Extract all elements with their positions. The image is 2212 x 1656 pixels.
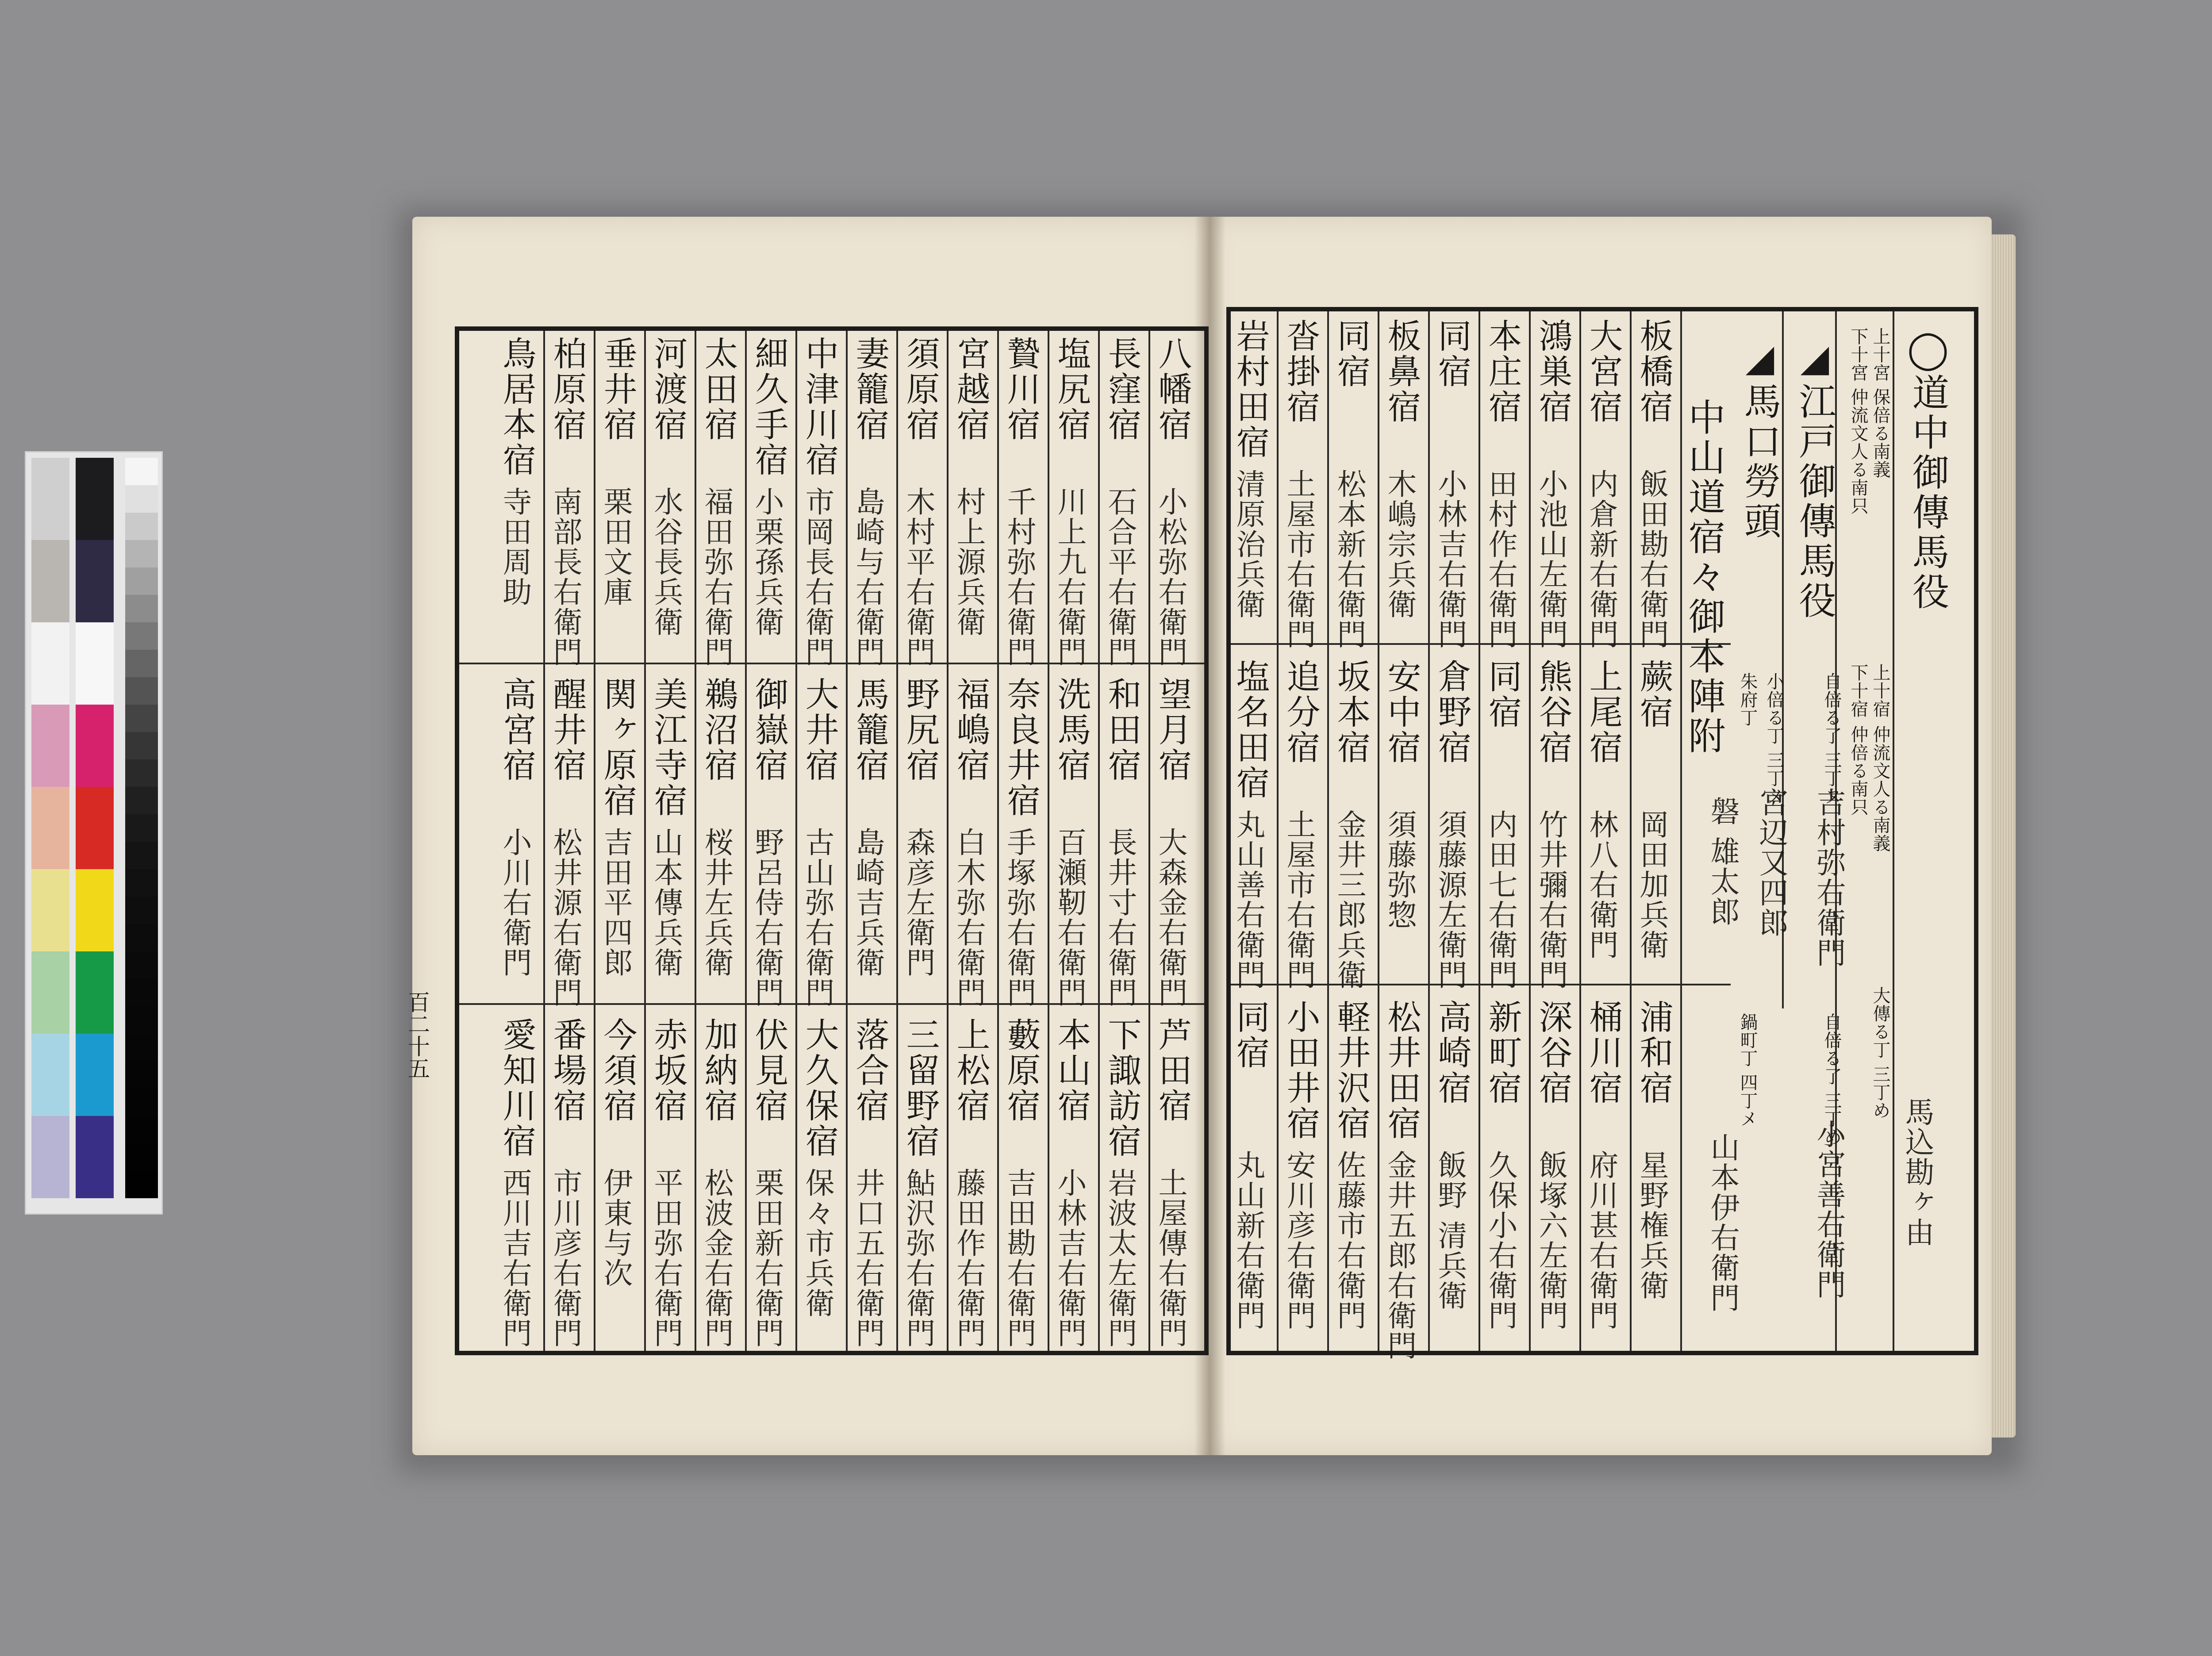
station-name: 新町宿 <box>1483 1000 1522 1106</box>
official-name: 馬込勘ヶ由 <box>1900 1097 1934 1247</box>
station-name: 美江寺宿 <box>649 677 688 818</box>
honjin-keeper: 丸山善右衛門 <box>1231 809 1265 990</box>
title-note: 鍋町丁 四丁メ <box>1737 1013 1758 1128</box>
station-name: 本庄宿 <box>1483 318 1522 425</box>
station-name: 浦和宿 <box>1634 1000 1674 1106</box>
honjin-keeper: 西川吉右衛門 <box>498 1168 532 1348</box>
honjin-keeper: 岡田加兵衛 <box>1635 809 1669 960</box>
station-name: 本山宿 <box>1052 1017 1091 1123</box>
honjin-keeper: 森彦左衛門 <box>901 827 935 978</box>
station-name: 洗馬宿 <box>1052 677 1091 783</box>
official-name: 山本伊右衛門 <box>1705 1132 1740 1313</box>
heading-note: 上十宮 保倍る南義 <box>1870 327 1890 479</box>
honjin-keeper: 松本新右衛門 <box>1332 469 1366 649</box>
station-name: 同宿 <box>1483 659 1522 730</box>
heading-note: 仲倍る南只 <box>1848 725 1868 816</box>
honjin-keeper: 桜井左兵衛 <box>699 827 733 978</box>
station-name: 蕨宿 <box>1634 659 1674 730</box>
heading-note: 仲流文人る南義 <box>1870 725 1890 852</box>
honjin-keeper: 安川彦右衛門 <box>1282 1150 1316 1330</box>
honjin-keeper: 竹井彌右衛門 <box>1534 809 1568 990</box>
honjin-keeper: 千村弥右衛門 <box>1002 487 1036 667</box>
honjin-keeper: 丸山新右衛門 <box>1231 1150 1265 1330</box>
honjin-keeper: 野呂侍右衛門 <box>750 827 784 1008</box>
honjin-keeper: 栗田新右衛門 <box>750 1168 784 1348</box>
honjin-keeper: 飯塚六左衛門 <box>1534 1150 1568 1330</box>
station-name: 贄川宿 <box>1002 336 1041 442</box>
station-name: 板鼻宿 <box>1382 318 1421 425</box>
honjin-keeper: 松波金右衛門 <box>699 1168 733 1348</box>
station-name: 高宮宿 <box>497 677 537 783</box>
station-name: 宮越宿 <box>951 336 991 442</box>
station-name: 下諏訪宿 <box>1102 1017 1142 1159</box>
honjin-keeper: 岩波太左衛門 <box>1103 1168 1137 1348</box>
station-name: 今須宿 <box>598 1017 637 1123</box>
station-name: 細久手宿 <box>749 336 789 478</box>
heading-dochu-denmayaku: ◯道中御傳馬役 <box>1906 327 1950 612</box>
station-name: 落合宿 <box>850 1017 890 1123</box>
official-name: 宮辺又四郎 <box>1754 787 1788 938</box>
station-name: 八幡宿 <box>1153 336 1192 442</box>
honjin-keeper: 井口五右衛門 <box>851 1168 885 1348</box>
station-name: 安中宿 <box>1382 659 1421 765</box>
honjin-keeper: 松井源右衛門 <box>548 827 582 1008</box>
honjin-keeper: 小栗孫兵衛 <box>750 487 784 637</box>
honjin-keeper: 飯田勘右衛門 <box>1635 469 1669 649</box>
honjin-keeper: 島崎与右衛門 <box>851 487 885 667</box>
edo-note: 自倍る了 三丁ヌ <box>1821 672 1842 805</box>
station-name: 熊谷宿 <box>1533 659 1573 765</box>
station-name: 馬籠宿 <box>850 677 890 783</box>
station-name: 軽井沢宿 <box>1332 1000 1371 1141</box>
station-name: 倉野宿 <box>1432 659 1472 765</box>
station-name: 松井田宿 <box>1382 1000 1421 1141</box>
honjin-keeper: 木村平右衛門 <box>901 487 935 667</box>
station-name: 須原宿 <box>901 336 940 442</box>
station-name: 妻籠宿 <box>850 336 890 442</box>
honjin-keeper: 平田弥右衛門 <box>649 1168 683 1348</box>
station-name: 坂本宿 <box>1332 659 1371 765</box>
honjin-keeper: 南部長右衛門 <box>548 487 582 667</box>
station-name: 和田宿 <box>1102 677 1142 783</box>
honjin-keeper: 土屋市右衛門 <box>1282 469 1316 649</box>
station-name: 深谷宿 <box>1533 1000 1573 1106</box>
honjin-keeper: 長井寸右衛門 <box>1103 827 1137 1008</box>
station-name: 塩尻宿 <box>1052 336 1091 442</box>
umaguchi-note: 小倍る丁 三丁メ <box>1764 672 1784 805</box>
heading-note: 下十宮 仲流文人る南只 <box>1848 327 1868 515</box>
honjin-keeper: 府川甚右衛門 <box>1584 1150 1618 1330</box>
heading-note: 上十宿 <box>1870 663 1890 718</box>
honjin-keeper: 市岡長右衛門 <box>800 487 834 667</box>
edo-note: 自倍る了 三丁め <box>1821 1013 1842 1146</box>
station-name: 藪原宿 <box>1002 1017 1041 1123</box>
honjin-keeper: 寺田周助 <box>498 487 532 607</box>
station-name: 望月宿 <box>1153 677 1192 783</box>
honjin-keeper: 小松弥右衛門 <box>1153 487 1187 667</box>
honjin-keeper: 内田七右衛門 <box>1483 809 1517 990</box>
station-name: 大井宿 <box>800 677 839 783</box>
station-name: 奈良井宿 <box>1002 677 1041 818</box>
official-name: 小宮善右衛門 <box>1812 1119 1846 1300</box>
station-name: 大宮宿 <box>1584 318 1623 425</box>
station-name: 三留野宿 <box>901 1017 940 1159</box>
page-folio: 百二十五 <box>404 991 430 1079</box>
honjin-keeper: 須藤源左衛門 <box>1433 809 1467 990</box>
station-name: 鵜沼宿 <box>699 677 738 783</box>
station-name: 同宿 <box>1231 1000 1270 1070</box>
honjin-keeper: 百瀬靭右衛門 <box>1052 827 1087 1008</box>
station-name: 太田宿 <box>699 336 738 442</box>
station-name: 柏原宿 <box>548 336 587 442</box>
station-name: 中津川宿 <box>800 336 839 478</box>
honjin-keeper: 飯野 清兵衛 <box>1433 1150 1467 1311</box>
honjin-keeper: 藤田作右衛門 <box>952 1168 986 1348</box>
honjin-keeper: 小池山左衛門 <box>1534 469 1568 649</box>
station-name: 大久保宿 <box>800 1017 839 1159</box>
station-name: 野尻宿 <box>901 677 940 783</box>
honjin-keeper: 川上九右衛門 <box>1052 487 1087 667</box>
honjin-keeper: 吉田勘右衛門 <box>1002 1168 1036 1348</box>
station-name: 加納宿 <box>699 1017 738 1123</box>
station-name: 小田井宿 <box>1281 1000 1321 1141</box>
honjin-keeper: 小川右衛門 <box>498 827 532 978</box>
station-name: 沓掛宿 <box>1281 318 1321 425</box>
honjin-keeper: 田村作右衛門 <box>1483 469 1517 649</box>
honjin-keeper: 小林吉右衛門 <box>1052 1168 1087 1348</box>
honjin-keeper: 石合平右衛門 <box>1103 487 1137 667</box>
station-name: 追分宿 <box>1281 659 1321 765</box>
title-note: 朱府丁 <box>1737 672 1758 727</box>
honjin-keeper: 金井五郎右衛門 <box>1382 1150 1417 1361</box>
honjin-keeper: 土屋市右衛門 <box>1282 809 1316 990</box>
station-name: 鳥居本宿 <box>497 336 537 478</box>
honjin-keeper: 星野権兵衛 <box>1635 1150 1669 1300</box>
heading-note: 下十宿 <box>1848 663 1868 718</box>
station-name: 関ヶ原宿 <box>598 677 637 818</box>
station-name: 同宿 <box>1432 318 1472 389</box>
honjin-keeper: 清原治兵衛 <box>1231 469 1265 619</box>
section-title: 中山道宿々御本陣附 <box>1682 398 1726 756</box>
honjin-keeper: 伊東与次 <box>599 1168 633 1288</box>
station-name: 板橋宿 <box>1634 318 1674 425</box>
station-name: 同宿 <box>1332 318 1371 389</box>
honjin-keeper: 小林吉右衛門 <box>1433 469 1467 649</box>
station-name: 醒井宿 <box>548 677 587 783</box>
official-name: 吉村弥右衛門 <box>1812 787 1846 968</box>
honjin-keeper: 佐藤市右衛門 <box>1332 1150 1366 1330</box>
honjin-keeper: 水谷長兵衛 <box>649 487 683 637</box>
station-name: 上尾宿 <box>1584 659 1623 765</box>
station-name: 垂井宿 <box>598 336 637 442</box>
honjin-keeper: 村上源兵衛 <box>952 487 986 637</box>
honjin-keeper: 金井三郎兵衛 <box>1332 809 1366 990</box>
station-name: 伏見宿 <box>749 1017 789 1123</box>
heading-umaguchi-rogashira: ◢馬口勞頭 <box>1738 336 1782 541</box>
honjin-keeper: 市川彦右衛門 <box>548 1168 582 1348</box>
honjin-keeper: 須藤弥惣 <box>1382 809 1417 930</box>
honjin-keeper: 内倉新右衛門 <box>1584 469 1618 649</box>
station-name: 鴻巣宿 <box>1533 318 1573 425</box>
honjin-keeper: 木嶋宗兵衛 <box>1382 469 1417 619</box>
honjin-keeper: 白木弥右衛門 <box>952 827 986 1008</box>
honjin-keeper: 古山弥右衛門 <box>800 827 834 1008</box>
honjin-keeper: 土屋傳右衛門 <box>1153 1168 1187 1348</box>
station-name: 福嶋宿 <box>951 677 991 783</box>
station-name: 御嶽宿 <box>749 677 789 783</box>
station-name: 赤坂宿 <box>649 1017 688 1123</box>
honjin-keeper: 福田弥右衛門 <box>699 487 733 667</box>
station-name: 番場宿 <box>548 1017 587 1123</box>
station-name: 塩名田宿 <box>1231 659 1270 801</box>
honjin-keeper: 吉田平四郎 <box>599 827 633 978</box>
official-name: 磐 雄太郎 <box>1705 796 1740 927</box>
station-name: 桶川宿 <box>1584 1000 1623 1106</box>
honjin-keeper: 大森金右衛門 <box>1153 827 1187 1008</box>
honjin-keeper: 久保小右衛門 <box>1483 1150 1517 1330</box>
honjin-keeper: 林八右衛門 <box>1584 809 1618 960</box>
honjin-keeper: 島崎吉兵衛 <box>851 827 885 978</box>
honjin-keeper: 手塚弥右衛門 <box>1002 827 1036 1008</box>
honjin-keeper: 保々市兵衛 <box>800 1168 834 1318</box>
honjin-keeper: 栗田文庫 <box>599 487 633 607</box>
heading-edo-denmayaku: ◢江戸御傳馬役 <box>1793 336 1836 621</box>
honjin-keeper: 鮎沢弥右衛門 <box>901 1168 935 1348</box>
station-name: 上松宿 <box>951 1017 991 1123</box>
station-name: 愛知川宿 <box>497 1017 537 1159</box>
station-name: 岩村田宿 <box>1231 318 1270 460</box>
station-name: 芦田宿 <box>1153 1017 1192 1123</box>
station-name: 高崎宿 <box>1432 1000 1472 1106</box>
heading-note: 大傳る丁 三丁め <box>1870 986 1890 1119</box>
station-name: 長窪宿 <box>1102 336 1142 442</box>
station-name: 河渡宿 <box>649 336 688 442</box>
honjin-keeper: 山本傳兵衛 <box>649 827 683 978</box>
